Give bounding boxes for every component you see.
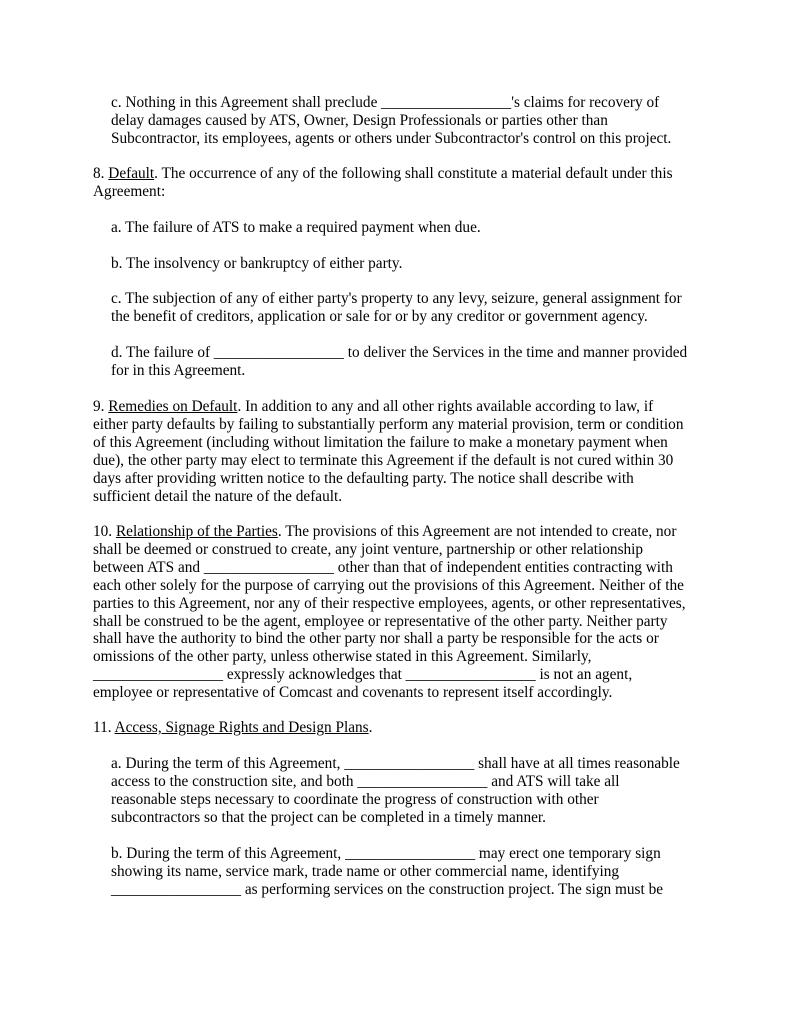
clause-line: shall have the authority to bind the other party nor shall a party be responsible for the acts or: [93, 630, 659, 648]
clause-line: the benefit of creditors, application or sale for or by any creditor or government agency.: [111, 307, 648, 325]
clause-11b: [111, 845, 711, 899]
clause-line: a. The failure of ATS to make a required payment when due.: [111, 219, 481, 236]
section-9-remedies: [93, 398, 713, 505]
section-text: . The occurrence of any of the following shall constitute a material default under this: [154, 165, 673, 182]
section-heading-line: [93, 523, 713, 541]
clause-11a: [111, 755, 711, 827]
clause-line: _________________ as performing services on the construction project. The sign must be: [111, 880, 664, 898]
clause-7c: [111, 94, 711, 148]
section-heading: Relationship of the Parties: [115, 523, 278, 540]
clause-line: between ATS and _________________ other than that of independent entities contracting with: [93, 558, 673, 576]
clause-line: c. Nothing in this Agreement shall preclude _________________'s claims for recovery of: [111, 94, 660, 111]
section-number: 8.: [93, 165, 109, 182]
section-10-relationship: [93, 523, 713, 702]
section-heading-line: [93, 165, 713, 183]
clause-line: each other solely for the purpose of carrying out the provisions of this Agreement. Neither of the: [93, 576, 684, 594]
clause-8c: [111, 290, 711, 326]
clause-line: showing its name, service mark, trade name or other commercial name, identifying: [111, 862, 620, 880]
clause-line: shall be deemed or construed to create, any joint venture, partnership or other relationship: [93, 540, 644, 558]
clause-8d: [111, 344, 711, 380]
clause-line: either party defaults by failing to substantially perform any material provision, term or condition: [93, 415, 684, 433]
clause-line: a. During the term of this Agreement, _________________ shall have at all times reasonable: [111, 755, 680, 772]
section-number: 10.: [93, 523, 116, 540]
section-heading: Default: [108, 165, 155, 182]
section-heading-line: [93, 398, 713, 416]
clause-line: reasonable steps necessary to coordinate the progress of construction with other: [111, 790, 599, 808]
clause-line: _________________ expressly acknowledges that _________________ is not an agent,: [93, 666, 633, 684]
clause-line: Agreement:: [93, 182, 166, 200]
section-text: . In addition to any and all other rights available according to law, if: [237, 398, 654, 415]
section-number: 11.: [93, 719, 115, 736]
section-heading: Access, Signage Rights and Design Plans: [114, 719, 369, 736]
clause-8a: [111, 219, 711, 237]
clause-line: subcontractors so that the project can be completed in a timely manner.: [111, 808, 546, 826]
clause-line: employee or representative of Comcast and covenants to represent itself accordingly.: [93, 684, 613, 702]
clause-line: d. The failure of _________________ to deliver the Services in the time and manner provided: [111, 344, 688, 361]
clause-8b: [111, 255, 711, 273]
clause-line: parties to this Agreement, nor any of their respective employees, agents, or other representatives,: [93, 594, 686, 612]
section-11-access: [93, 719, 713, 737]
section-8-default: [93, 165, 713, 201]
clause-line: of this Agreement (including without limitation the failure to make a monetary payment when: [93, 433, 668, 451]
clause-line: days after providing written notice to the defaulting party. The notice shall describe with: [93, 469, 634, 487]
clause-line: delay damages caused by ATS, Owner, Design Professionals or parties other than: [111, 111, 608, 129]
clause-line: Subcontractor, its employees, agents or others under Subcontractor's control on this project.: [111, 129, 672, 147]
clause-line: for in this Agreement.: [111, 361, 246, 379]
clause-line: due), the other party may elect to terminate this Agreement if the default is not cured within 30: [93, 451, 674, 469]
clause-line: sufficient detail the nature of the default.: [93, 487, 343, 505]
clause-line: b. The insolvency or bankruptcy of either party.: [111, 255, 403, 272]
section-text: . The provisions of this Agreement are not intended to create, nor: [277, 523, 677, 540]
section-heading: Remedies on Default: [108, 398, 238, 415]
section-number: 9.: [93, 398, 109, 415]
section-text: .: [368, 719, 373, 736]
section-heading-line: [93, 719, 713, 737]
clause-line: c. The subjection of any of either party's property to any levy, seizure, general assignment for: [111, 290, 682, 307]
clause-line: shall be construed to be the agent, employee or representative of the other party. Neither party: [93, 612, 668, 630]
clause-line: access to the construction site, and both _________________ and ATS will take all: [111, 772, 620, 790]
clause-line: omissions of the other party, unless otherwise stated in this Agreement. Similarly,: [93, 648, 592, 666]
clause-line: b. During the term of this Agreement, _________________ may erect one temporary sign: [111, 845, 661, 862]
